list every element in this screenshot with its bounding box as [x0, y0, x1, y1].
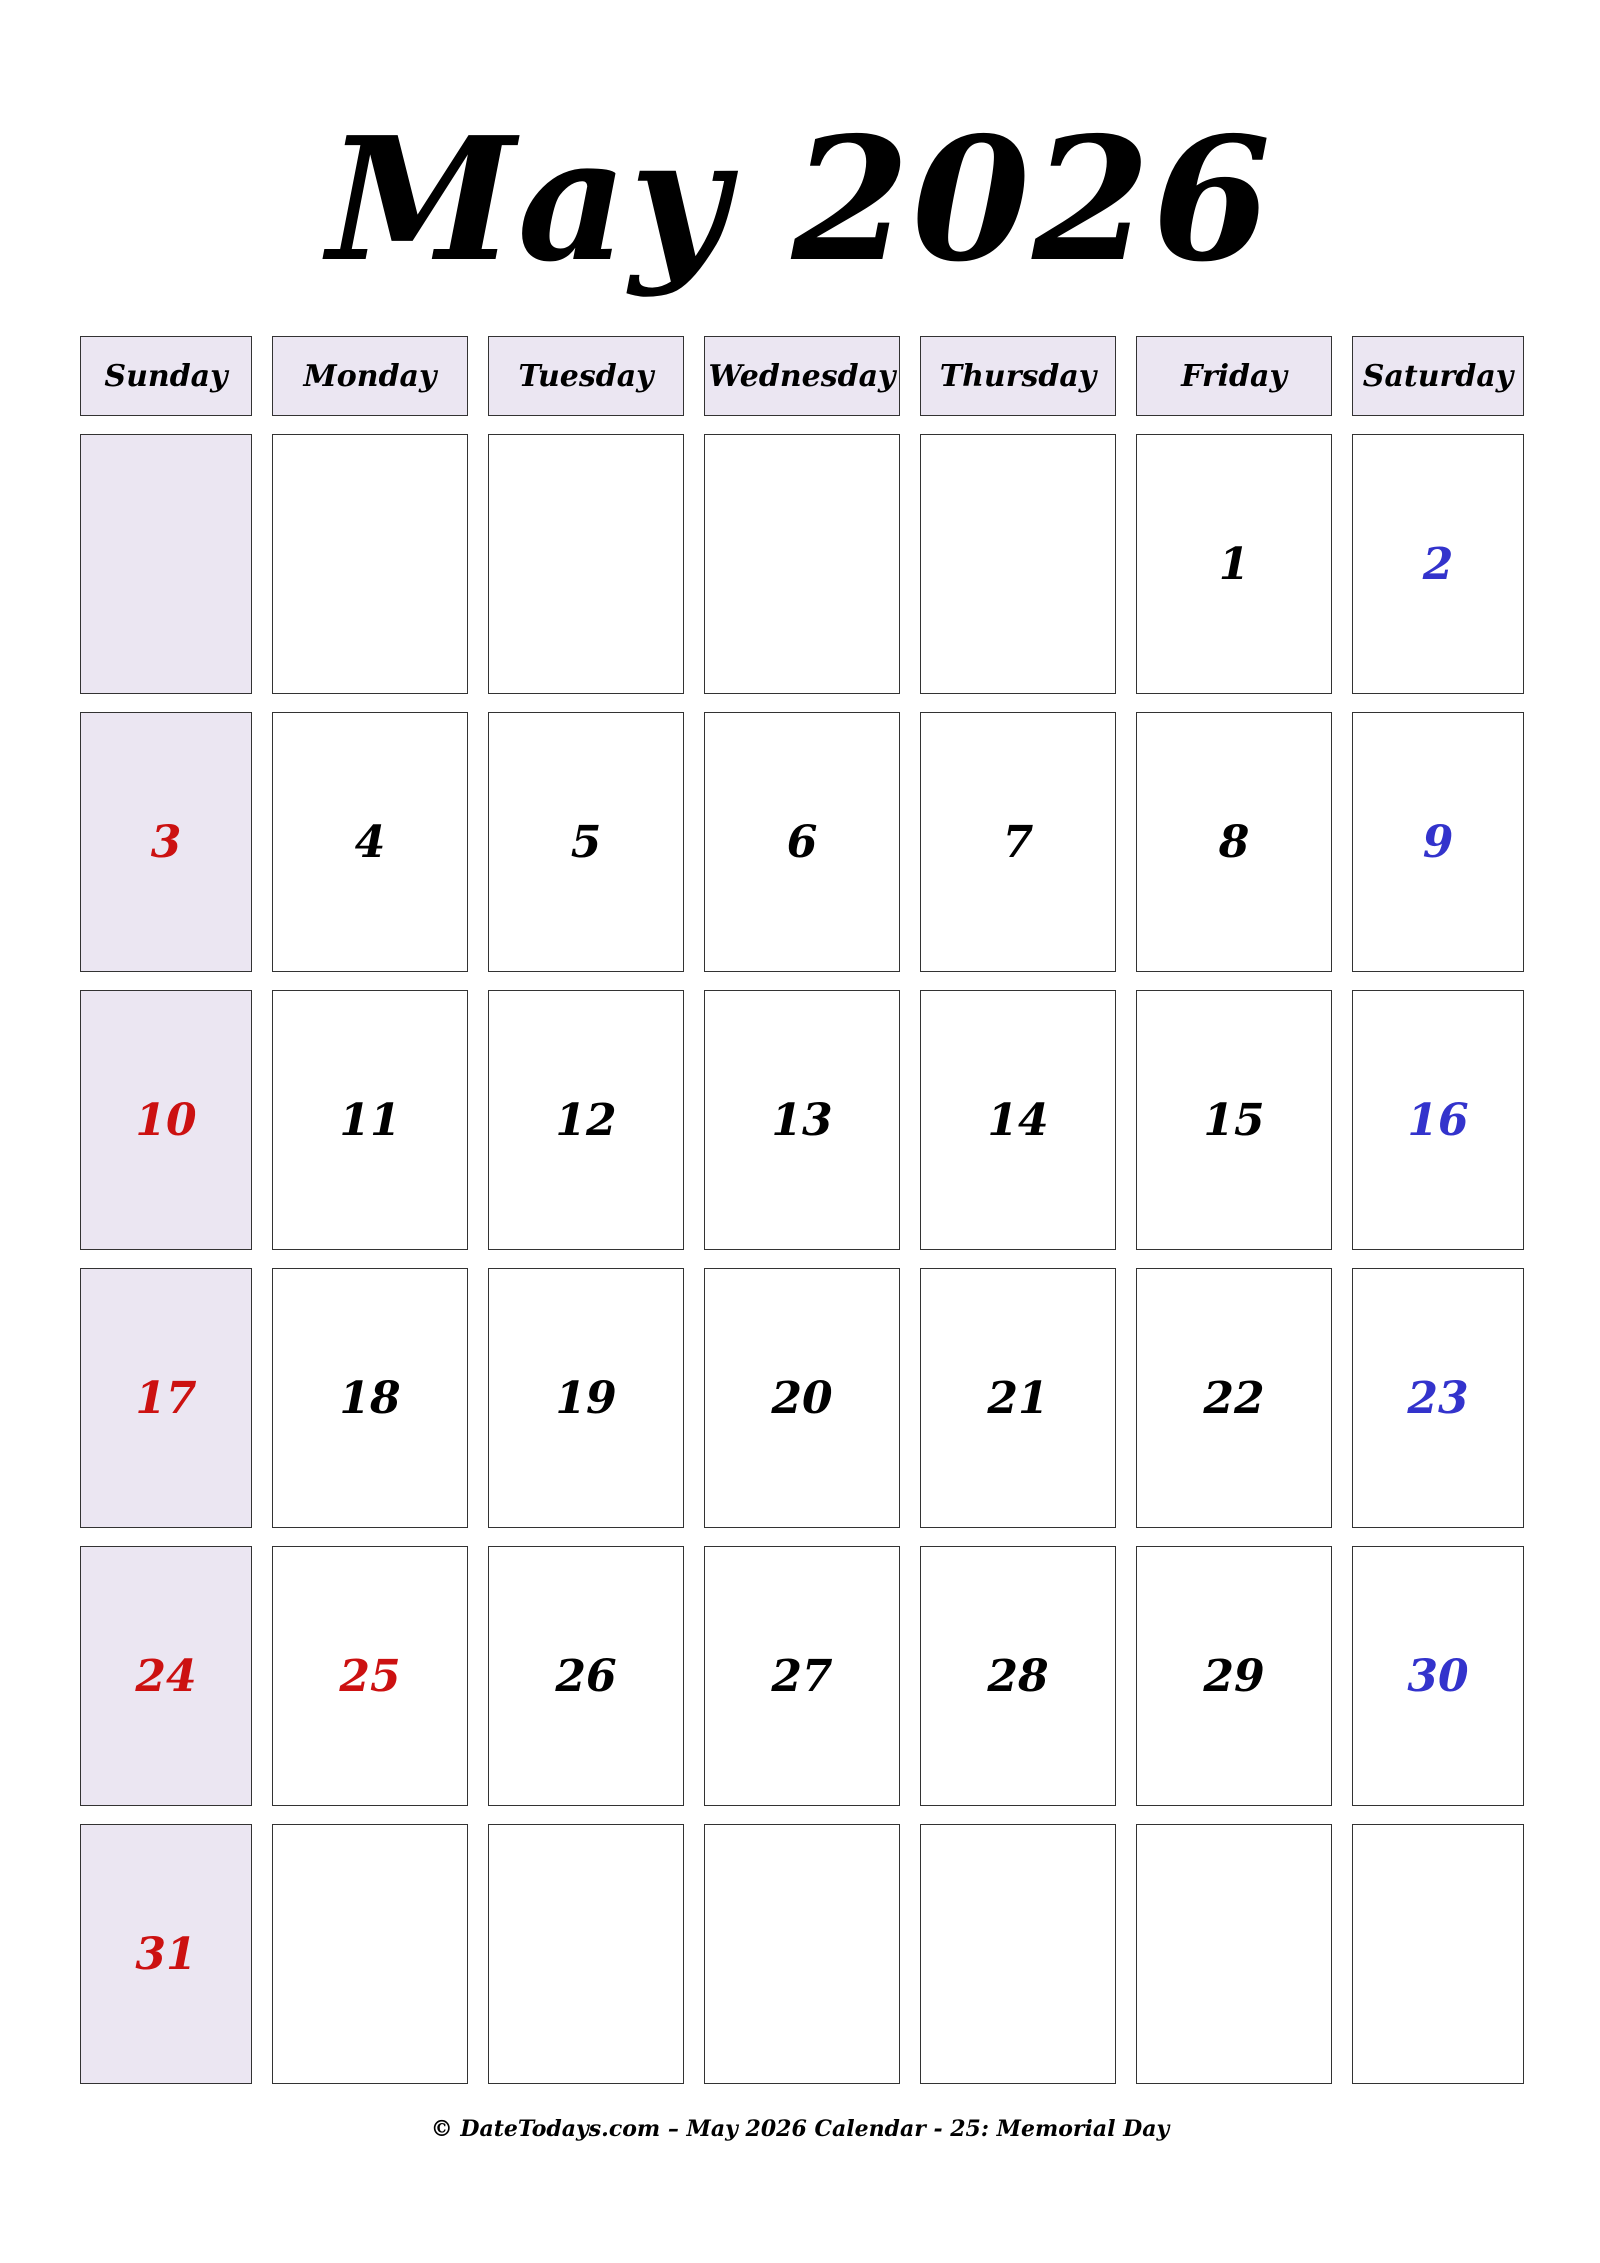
day-cell: [920, 434, 1116, 694]
day-cell: 16: [1352, 990, 1524, 1250]
weekday-header-monday: Monday: [272, 336, 468, 416]
day-cell: [80, 434, 252, 694]
day-cell: [1352, 1824, 1524, 2084]
day-cell: 11: [272, 990, 468, 1250]
day-cell: 31: [80, 1824, 252, 2084]
day-cell: 21: [920, 1268, 1116, 1528]
week-row-3: [80, 990, 1524, 1250]
day-cell: 13: [704, 990, 900, 1250]
week-row-2: [80, 712, 1524, 972]
day-cell: 1: [1136, 434, 1332, 694]
weekday-header-saturday: Saturday: [1352, 336, 1524, 416]
day-cell: 5: [488, 712, 684, 972]
day-cell: 23: [1352, 1268, 1524, 1528]
day-cell: 22: [1136, 1268, 1332, 1528]
day-cell: [272, 1824, 468, 2084]
day-cell: 12: [488, 990, 684, 1250]
day-cell: 6: [704, 712, 900, 972]
day-cell: [1136, 1824, 1332, 2084]
day-cell: [272, 434, 468, 694]
week-row-4: [80, 1268, 1524, 1528]
day-cell: 20: [704, 1268, 900, 1528]
week-row-6: [80, 1824, 1524, 2084]
day-cell: 24: [80, 1546, 252, 1806]
day-cell: [920, 1824, 1116, 2084]
day-cell: 2: [1352, 434, 1524, 694]
day-cell: 29: [1136, 1546, 1332, 1806]
calendar-title: May 2026: [327, 100, 1273, 300]
weekday-header-wednesday: Wednesday: [704, 336, 900, 416]
weekday-header-sunday: Sunday: [80, 336, 252, 416]
day-cell: [704, 1824, 900, 2084]
day-cell: 7: [920, 712, 1116, 972]
weekday-header-row: [80, 336, 1524, 416]
week-row-1: [80, 434, 1524, 694]
day-cell: [704, 434, 900, 694]
month-calendar: [80, 336, 1524, 2102]
week-row-5: [80, 1546, 1524, 1806]
day-cell: 28: [920, 1546, 1116, 1806]
day-cell: 17: [80, 1268, 252, 1528]
day-cell: 26: [488, 1546, 684, 1806]
day-cell: 4: [272, 712, 468, 972]
day-cell: 10: [80, 990, 252, 1250]
weekday-header-friday: Friday: [1136, 336, 1332, 416]
day-cell: 14: [920, 990, 1116, 1250]
day-cell: 30: [1352, 1546, 1524, 1806]
weekday-header-thursday: Thursday: [920, 336, 1116, 416]
day-cell: 25: [272, 1546, 468, 1806]
day-cell: 18: [272, 1268, 468, 1528]
weekday-header-tuesday: Tuesday: [488, 336, 684, 416]
day-cell: 8: [1136, 712, 1332, 972]
day-cell: 15: [1136, 990, 1332, 1250]
day-cell: [488, 434, 684, 694]
day-cell: 27: [704, 1546, 900, 1806]
day-cell: 9: [1352, 712, 1524, 972]
day-cell: 3: [80, 712, 252, 972]
day-cell: [488, 1824, 684, 2084]
footer-credit: © DateTodays.com – May 2026 Calendar - 25: Memorial Day: [430, 2116, 1170, 2142]
day-cell: 19: [488, 1268, 684, 1528]
